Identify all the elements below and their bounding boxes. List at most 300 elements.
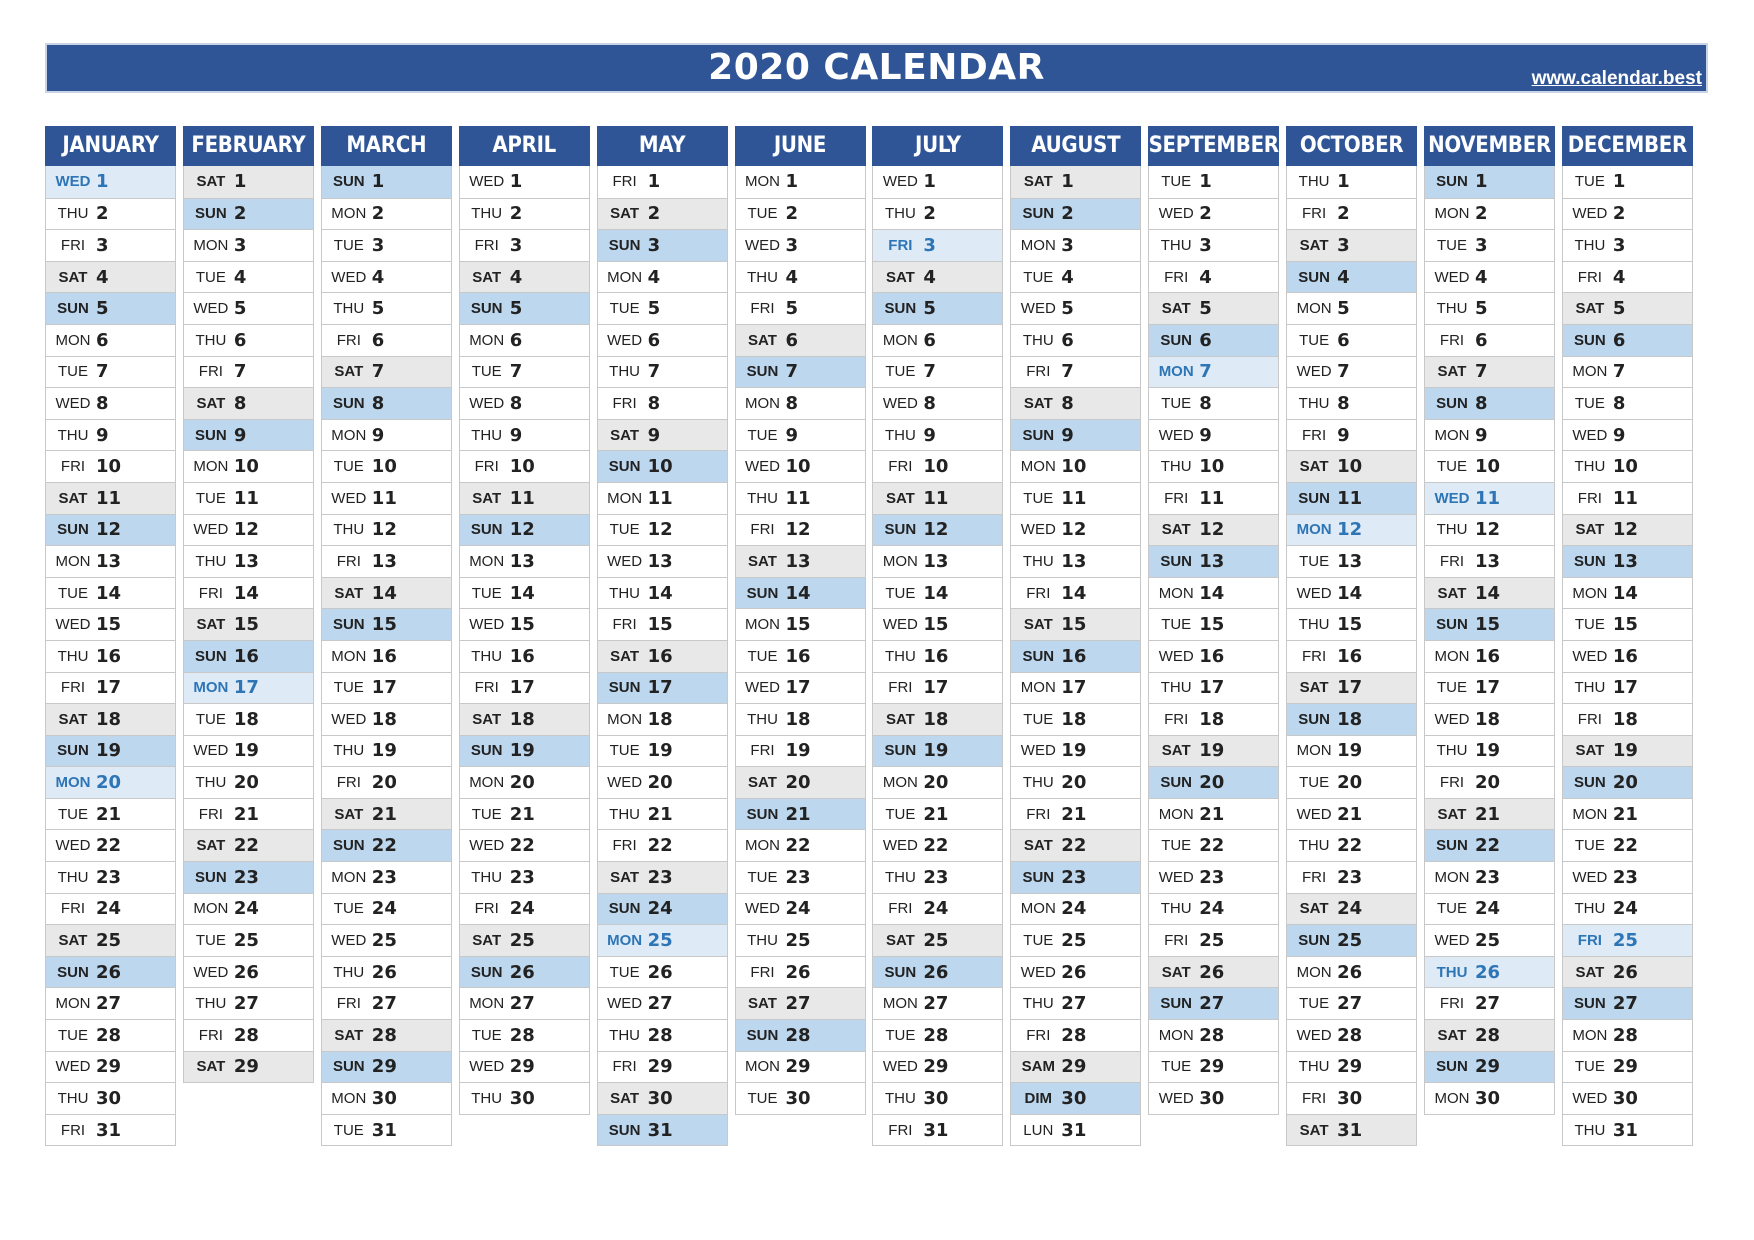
day-cell [598, 703, 727, 735]
day-cell [1011, 482, 1140, 514]
weekday-label: TUE [1023, 268, 1054, 286]
day-cell [1011, 229, 1140, 261]
day-cell [46, 229, 175, 261]
day-number: 1 [96, 171, 109, 193]
day-number: 27 [233, 993, 259, 1015]
weekday-label: THU [747, 710, 778, 728]
weekday-label: FRI [612, 173, 637, 191]
weekday-label: SUN [746, 805, 779, 823]
day-number: 8 [1061, 392, 1074, 414]
weekday-label: THU [609, 1026, 640, 1044]
website-link[interactable]: www.calendar.best [1531, 68, 1702, 89]
weekday-label: WED [1572, 647, 1608, 665]
day-cell [1287, 545, 1416, 577]
month-april [459, 126, 590, 1115]
day-cell [1425, 261, 1554, 293]
month-days [735, 166, 866, 1115]
day-cell [736, 166, 865, 198]
weekday-label: MON [607, 268, 643, 286]
day-cell [46, 356, 175, 388]
day-cell [322, 608, 451, 640]
weekday-label: THU [1022, 552, 1054, 570]
day-number: 29 [1337, 1056, 1363, 1078]
day-number: 5 [509, 298, 523, 320]
day-number: 24 [923, 898, 949, 920]
day-number: 11 [1337, 487, 1363, 509]
day-number: 15 [96, 614, 122, 636]
day-number: 25 [96, 930, 122, 952]
day-number: 9 [371, 424, 385, 446]
day-number: 22 [923, 835, 949, 857]
weekday-label: FRI [612, 394, 637, 412]
weekday-label: FRI [1164, 710, 1189, 728]
day-cell [598, 861, 727, 893]
day-cell [873, 1114, 1002, 1146]
day-cell [1149, 166, 1278, 198]
weekday-label: MON [607, 489, 643, 507]
day-cell [873, 577, 1002, 609]
weekday-label: TUE [195, 710, 226, 728]
weekday-label: MON [745, 616, 780, 634]
day-cell [46, 829, 175, 861]
weekday-label: THU [1436, 742, 1468, 760]
day-number: 5 [785, 298, 799, 320]
weekday-label: THU [884, 426, 916, 444]
weekday-label: THU [1298, 1058, 1330, 1076]
day-cell [1287, 229, 1416, 261]
weekday-label: TUE [1023, 710, 1054, 728]
day-cell [184, 577, 313, 609]
weekday-label: MON [1434, 1090, 1470, 1108]
day-cell [184, 292, 313, 324]
weekday-label: FRI [474, 900, 499, 918]
weekday-label: MON [55, 552, 91, 570]
weekday-label: SAT [610, 205, 640, 223]
day-number: 7 [923, 361, 936, 383]
day-number: 4 [1061, 266, 1074, 288]
weekday-label: TUE [471, 805, 502, 823]
weekday-label: SUN [1298, 932, 1330, 950]
day-cell [184, 482, 313, 514]
weekday-label: SAT [610, 647, 640, 665]
day-number: 4 [96, 266, 109, 288]
weekday-label: FRI [750, 963, 775, 981]
weekday-label: MON [331, 1090, 367, 1108]
weekday-label: MON [1296, 963, 1332, 981]
day-number: 12 [371, 519, 397, 541]
weekday-label: FRI [612, 616, 637, 634]
day-cell [873, 387, 1002, 419]
day-number: 19 [785, 740, 811, 762]
day-number: 19 [647, 740, 673, 762]
weekday-label: SUN [1574, 331, 1606, 349]
day-cell [1011, 261, 1140, 293]
day-cell [873, 166, 1002, 198]
weekday-label: SUN [1160, 331, 1193, 349]
day-number: 21 [923, 803, 949, 825]
weekday-label: SUN [1022, 205, 1055, 223]
day-cell [322, 577, 451, 609]
weekday-label: FRI [1302, 868, 1327, 886]
day-cell [1425, 514, 1554, 546]
day-number: 13 [923, 550, 949, 572]
day-number: 10 [371, 456, 397, 478]
day-number: 6 [509, 329, 523, 351]
day-number: 17 [371, 677, 397, 699]
day-number: 24 [96, 898, 122, 920]
weekday-label: WED [469, 1058, 505, 1076]
day-cell [184, 324, 313, 356]
day-cell [736, 229, 865, 261]
weekday-label: SAT [748, 552, 777, 570]
month-days [1010, 166, 1141, 1146]
day-number: 29 [923, 1056, 949, 1078]
weekday-label: TUE [747, 868, 778, 886]
day-cell [460, 735, 589, 767]
day-number: 14 [1475, 582, 1501, 604]
day-cell [1011, 766, 1140, 798]
day-cell [736, 798, 865, 830]
day-number: 25 [647, 930, 673, 952]
weekday-label: FRI [1577, 489, 1602, 507]
day-number: 11 [96, 487, 122, 509]
weekday-label: WED [882, 616, 918, 634]
weekday-label: TUE [471, 1026, 502, 1044]
day-number: 22 [785, 835, 811, 857]
day-number: 10 [1612, 456, 1638, 478]
weekday-label: SAT [1161, 300, 1191, 318]
day-cell [1011, 987, 1140, 1019]
weekday-label: THU [747, 268, 778, 286]
month-february [183, 126, 314, 1083]
day-number: 8 [233, 392, 247, 414]
weekday-label: FRI [1026, 805, 1051, 823]
day-cell [1149, 387, 1278, 419]
day-cell [736, 1019, 865, 1051]
day-number: 27 [1337, 993, 1363, 1015]
day-cell [1563, 482, 1692, 514]
weekday-label: TUE [1161, 837, 1192, 855]
day-cell [46, 766, 175, 798]
day-cell [598, 1082, 727, 1114]
day-number: 14 [647, 582, 673, 604]
day-number: 15 [233, 614, 259, 636]
day-cell [736, 387, 865, 419]
day-cell [736, 703, 865, 735]
weekday-label: SUN [1298, 268, 1330, 286]
day-number: 31 [96, 1119, 122, 1141]
day-number: 7 [1061, 361, 1074, 383]
day-cell [184, 608, 313, 640]
weekday-label: FRI [612, 837, 637, 855]
day-cell [1563, 735, 1692, 767]
day-cell [460, 829, 589, 861]
weekday-label: SAT [1299, 1121, 1329, 1139]
weekday-label: MON [1158, 805, 1194, 823]
day-number: 2 [923, 203, 936, 225]
day-number: 13 [1612, 550, 1638, 572]
weekday-label: WED [469, 837, 505, 855]
day-cell [873, 292, 1002, 324]
month-days [459, 166, 590, 1115]
weekday-label: MON [882, 774, 918, 792]
weekday-label: WED [1434, 268, 1470, 286]
day-number: 27 [1612, 993, 1638, 1015]
day-number: 5 [1061, 298, 1074, 320]
weekday-label: THU [1298, 394, 1330, 412]
weekday-label: WED [55, 616, 91, 634]
day-number: 20 [1061, 772, 1087, 794]
day-number: 24 [785, 898, 811, 920]
month-december [1562, 126, 1693, 1146]
day-number: 25 [233, 930, 259, 952]
day-number: 9 [785, 424, 799, 446]
day-cell [1011, 577, 1140, 609]
weekday-label: SUN [608, 679, 641, 697]
day-cell [873, 198, 1002, 230]
day-cell [1287, 987, 1416, 1019]
day-cell [1425, 987, 1554, 1019]
day-number: 18 [1199, 708, 1225, 730]
weekday-label: SUN [1160, 995, 1193, 1013]
day-cell [46, 292, 175, 324]
day-cell [1287, 166, 1416, 198]
day-cell [736, 861, 865, 893]
day-cell [1287, 261, 1416, 293]
day-number: 16 [509, 645, 535, 667]
day-cell [460, 229, 589, 261]
weekday-label: TUE [58, 1026, 88, 1044]
weekday-label: THU [333, 963, 365, 981]
day-cell [598, 672, 727, 704]
day-number: 30 [647, 1088, 673, 1110]
weekday-label: FRI [1439, 774, 1465, 792]
day-cell [1287, 1082, 1416, 1114]
day-cell [460, 198, 589, 230]
day-number: 24 [1475, 898, 1501, 920]
weekday-label: SAT [58, 268, 88, 286]
weekday-label: SAT [610, 868, 640, 886]
weekday-label: FRI [1026, 363, 1051, 381]
day-cell [184, 766, 313, 798]
day-cell [1011, 608, 1140, 640]
day-number: 8 [1337, 392, 1350, 414]
weekday-label: TUE [1437, 900, 1467, 918]
day-cell [736, 608, 865, 640]
day-number: 30 [1061, 1088, 1087, 1110]
weekday-label: FRI [474, 458, 499, 476]
weekday-label: SAT [334, 805, 364, 823]
day-cell [1149, 324, 1278, 356]
day-number: 10 [233, 456, 259, 478]
weekday-label: FRI [474, 679, 499, 697]
weekday-label: THU [1574, 679, 1606, 697]
weekday-label: THU [1574, 1121, 1606, 1139]
weekday-label: WED [1296, 584, 1332, 602]
day-number: 6 [1612, 329, 1626, 351]
day-cell [184, 229, 313, 261]
weekday-label: MON [469, 995, 505, 1013]
day-number: 17 [923, 677, 949, 699]
day-cell [46, 1082, 175, 1114]
day-cell [1563, 1082, 1692, 1114]
day-number: 24 [509, 898, 535, 920]
day-number: 15 [1199, 614, 1225, 636]
day-cell [1563, 829, 1692, 861]
day-number: 19 [1612, 740, 1638, 762]
weekday-label: SUN [332, 1058, 365, 1076]
day-number: 25 [1475, 930, 1501, 952]
weekday-label: SAT [196, 394, 226, 412]
month-days [1424, 166, 1555, 1115]
day-cell [598, 356, 727, 388]
day-number: 9 [96, 424, 109, 446]
weekday-label: TUE [58, 805, 88, 823]
weekday-label: TUE [747, 426, 778, 444]
day-cell [1425, 861, 1554, 893]
day-number: 3 [233, 234, 247, 256]
day-cell [1149, 798, 1278, 830]
weekday-label: MON [55, 331, 91, 349]
weekday-label: WED [193, 300, 229, 318]
day-cell [460, 640, 589, 672]
day-cell [1563, 1114, 1692, 1146]
day-number: 22 [371, 835, 397, 857]
weekday-label: FRI [198, 805, 223, 823]
weekday-label: MON [745, 1058, 780, 1076]
day-cell [873, 672, 1002, 704]
weekday-label: SAT [58, 710, 88, 728]
day-number: 9 [1337, 424, 1350, 446]
weekday-label: MON [331, 868, 367, 886]
weekday-label: MON [607, 932, 643, 950]
day-number: 13 [233, 550, 259, 572]
day-number: 4 [1337, 266, 1350, 288]
day-number: 7 [96, 361, 109, 383]
day-number: 17 [647, 677, 673, 699]
day-number: 27 [509, 993, 535, 1015]
weekday-label: THU [747, 489, 778, 507]
day-cell [1563, 893, 1692, 925]
weekday-label: SAT [1161, 963, 1191, 981]
day-number: 24 [1199, 898, 1225, 920]
weekday-label: FRI [1164, 268, 1189, 286]
weekday-label: THU [471, 426, 503, 444]
day-number: 14 [233, 582, 259, 604]
weekday-label: MON [331, 647, 367, 665]
day-cell [184, 861, 313, 893]
day-cell [873, 640, 1002, 672]
weekday-label: THU [1160, 458, 1192, 476]
weekday-label: MON [331, 205, 367, 223]
weekday-label: TUE [1161, 616, 1192, 634]
day-cell [322, 1051, 451, 1083]
day-cell [1287, 829, 1416, 861]
weekday-label: SAM [1021, 1058, 1055, 1076]
day-cell [598, 198, 727, 230]
day-number: 3 [371, 234, 385, 256]
day-cell [1287, 640, 1416, 672]
weekday-label: TUE [58, 363, 88, 381]
day-cell [598, 324, 727, 356]
day-number: 17 [233, 677, 259, 699]
day-cell [46, 861, 175, 893]
day-number: 14 [509, 582, 535, 604]
day-number: 29 [647, 1056, 673, 1078]
day-number: 15 [1475, 614, 1501, 636]
weekday-label: SAT [1023, 837, 1053, 855]
weekday-label: TUE [1574, 1058, 1605, 1076]
day-number: 16 [233, 645, 259, 667]
day-cell [873, 956, 1002, 988]
day-number: 4 [1475, 266, 1488, 288]
day-cell [1425, 229, 1554, 261]
day-cell [873, 1019, 1002, 1051]
weekday-label: THU [1574, 900, 1606, 918]
day-cell [598, 292, 727, 324]
day-number: 17 [1612, 677, 1638, 699]
day-cell [184, 545, 313, 577]
weekday-label: WED [331, 489, 367, 507]
weekday-label: SAT [610, 1090, 640, 1108]
day-number: 23 [1337, 866, 1363, 888]
day-cell [1425, 292, 1554, 324]
day-number: 1 [1061, 171, 1074, 193]
day-cell [873, 608, 1002, 640]
day-cell [598, 1019, 727, 1051]
day-cell [1011, 893, 1140, 925]
day-cell [460, 1019, 589, 1051]
weekday-label: FRI [888, 236, 913, 254]
day-cell [322, 450, 451, 482]
weekday-label: FRI [612, 1058, 637, 1076]
day-cell [1425, 893, 1554, 925]
day-cell [322, 229, 451, 261]
weekday-label: THU [1574, 458, 1606, 476]
weekday-label: WED [1434, 710, 1470, 728]
weekday-label: TUE [1023, 489, 1054, 507]
day-cell [1287, 735, 1416, 767]
day-number: 17 [1061, 677, 1087, 699]
day-cell [184, 987, 313, 1019]
day-number: 9 [1199, 424, 1212, 446]
weekday-label: SAT [472, 268, 502, 286]
day-number: 24 [1612, 898, 1638, 920]
day-cell [736, 735, 865, 767]
day-number: 30 [1475, 1088, 1501, 1110]
weekday-label: SUN [57, 521, 89, 539]
day-number: 23 [233, 866, 259, 888]
weekday-label: SUN [608, 900, 641, 918]
weekday-label: SAT [1161, 742, 1191, 760]
day-number: 14 [96, 582, 122, 604]
day-cell [46, 514, 175, 546]
day-cell [184, 735, 313, 767]
day-number: 1 [233, 171, 247, 193]
weekday-label: MON [1434, 868, 1470, 886]
weekday-label: THU [471, 205, 503, 223]
weekday-label: SUN [470, 521, 503, 539]
day-cell [460, 482, 589, 514]
day-number: 26 [371, 961, 397, 983]
day-cell [322, 640, 451, 672]
day-number: 15 [1337, 614, 1363, 636]
day-number: 26 [509, 961, 535, 983]
day-cell [736, 893, 865, 925]
weekday-label: THU [471, 868, 503, 886]
day-cell [1563, 640, 1692, 672]
day-cell [1563, 387, 1692, 419]
